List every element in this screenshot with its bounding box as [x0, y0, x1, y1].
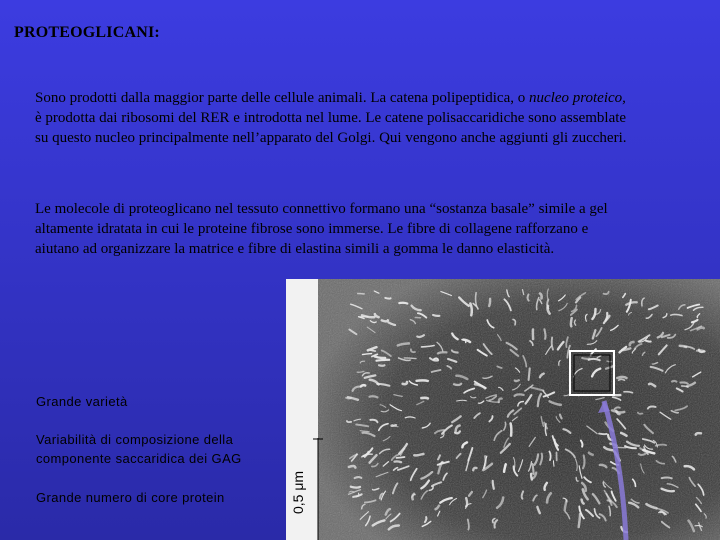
paragraph1-emphasis: nucleo proteico, — [529, 90, 626, 106]
slide-title: PROTEOGLICANI: — [14, 24, 160, 41]
paragraph-proteoglycan-synthesis — [35, 88, 635, 148]
scale-bar-label: 0,5 μm — [290, 470, 306, 514]
bullet-core-protein: Grande numero di core protein — [36, 490, 225, 505]
bullet-composition: Variabilità di composizione della componente saccaridica dei GAG — [36, 432, 242, 466]
bullet-variety: Grande varietà — [36, 394, 128, 409]
paragraph-ground-substance: Le molecole di proteoglicano nel tessuto connettivo formano una “sostanza basale” simile a gel altamente idratata in cui le proteine fibrose sono immerse. Le fibre di collagene rafforzano e aiutano ad organizzare la matrice e fibre di elastina simili a gomma le danno elasticità. — [35, 201, 608, 257]
paragraph1-before: Sono prodotti dalla maggior parte delle cellule animali. La catena polipeptidica, o — [35, 90, 529, 106]
micrograph-picture — [286, 279, 720, 540]
electron-micrograph-image — [286, 279, 720, 540]
paragraph1-after: è prodotta dai ribosomi del RER e introdotta nel lume. Le catene polisaccaridiche sono assemblate su questo nucleo principalmente nell’apparato del Golgi. Qui vengono anche aggiunti gli zuccheri. — [35, 110, 627, 146]
